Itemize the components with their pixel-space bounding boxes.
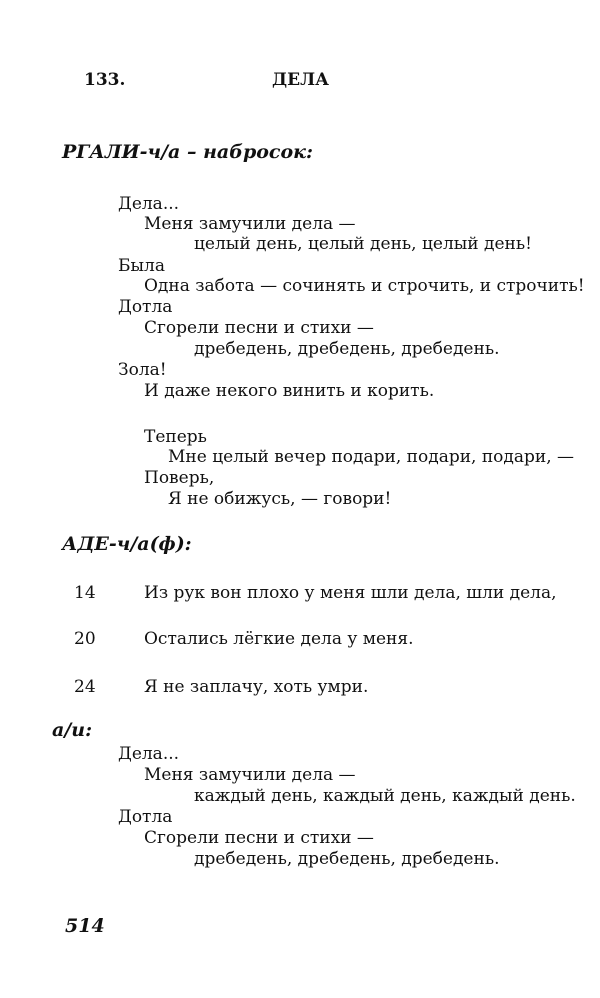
- poem-line: Дотла: [118, 807, 173, 827]
- poem-line: Дела...: [118, 744, 180, 764]
- variant-line-text: Остались лёгкие дела у меня.: [144, 629, 414, 649]
- source-label-rgali: РГАЛИ-ч/а – набросок:: [62, 141, 314, 163]
- poem-line: дребедень, дребедень, дребедень.: [194, 339, 500, 359]
- page-number: 133.: [84, 70, 126, 90]
- variant-line-text: Я не заплачу, хоть умри.: [144, 677, 369, 697]
- poem-line: Сгорели песни и стихи —: [144, 828, 374, 848]
- variant-line-text: Из рук вон плохо у меня шли дела, шли дела,: [144, 583, 557, 603]
- poem-line: Меня замучили дела —: [144, 214, 356, 234]
- poem-line: Я не обижусь, — говори!: [168, 489, 392, 509]
- poem-line: дребедень, дребедень, дребедень.: [194, 849, 500, 869]
- poem-line: Дотла: [118, 297, 173, 317]
- source-label-ai: а/и:: [52, 719, 93, 741]
- variant-line-number: 20: [74, 629, 96, 649]
- poem-line: Мне целый вечер подари, подари, подари, —: [168, 447, 575, 467]
- poem-line: каждый день, каждый день, каждый день.: [194, 786, 576, 806]
- poem-line: Была: [118, 256, 165, 276]
- poem-line: И даже некого винить и корить.: [144, 381, 435, 401]
- poem-line: Зола!: [118, 360, 167, 380]
- poem-line: Меня замучили дела —: [144, 765, 356, 785]
- variant-line-number: 14: [74, 583, 96, 603]
- poem-line: целый день, целый день, целый день!: [194, 234, 532, 254]
- page-title: ДЕЛА: [272, 70, 329, 90]
- poem-line: Дела...: [118, 194, 180, 214]
- poem-line: Одна забота — сочинять и строчить, и строчить!: [144, 276, 585, 296]
- poem-line: Сгорели песни и стихи —: [144, 318, 374, 338]
- poem-line: Поверь,: [144, 468, 215, 488]
- poem-line: Теперь: [144, 427, 207, 447]
- source-label-ade: АДЕ-ч/а(ф):: [62, 533, 192, 555]
- variant-line-number: 24: [74, 677, 96, 697]
- book-page-number: 514: [65, 915, 105, 937]
